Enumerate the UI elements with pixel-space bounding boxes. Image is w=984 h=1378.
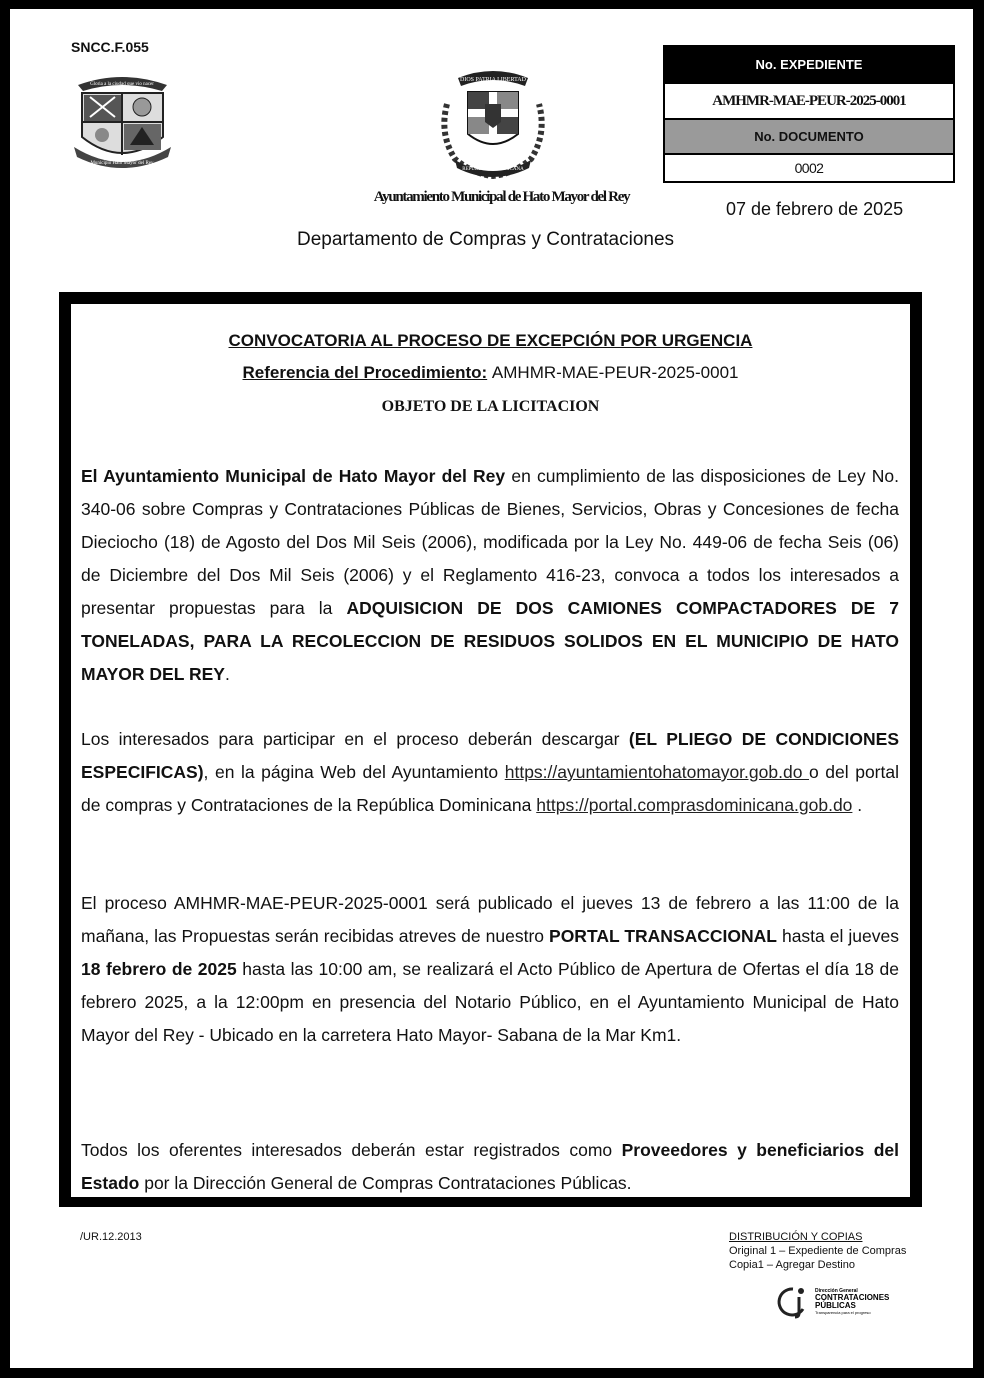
document-date: 07 de febrero de 2025: [726, 199, 904, 219]
p3-a: El proceso AMHMR-MAE-PEUR-2025-0001 será publicado el jueves 13 de febrero a las 11:00 de la mañana, las Propuestas serán recibidas atreves de nuestro: [81, 893, 899, 946]
distribution-line-1: Original 1 – Expediente de Compras: [729, 1245, 907, 1257]
p1-bold2: ADQUISICION DE DOS CAMIONES COMPACTADORES DE 7 TONELADAS, PARA LA RECOLECCION DE RESIDUOS SOLIDOS EN EL MUNICIPIO DE HATO MAYOR DEL REY: [81, 598, 899, 684]
p4-a: Todos los oferentes interesados deberán estar registrados como: [81, 1140, 622, 1160]
reference-value: AMHMR-MAE-PEUR-2025-0001: [491, 363, 739, 382]
distribution-title: DISTRIBUCIÓN Y COPIAS: [729, 1231, 863, 1243]
title-text: CONVOCATORIA AL PROCESO DE EXCEPCIÓN POR URGENCIA: [228, 331, 753, 350]
expediente-value: AMHMR-MAE-PEUR-2025-0001: [665, 84, 953, 120]
p2-bold: (EL PLIEGO DE CONDICIONES ESPECIFICAS): [81, 729, 899, 782]
distribution-line-2: Copia1 – Agregar Destino: [729, 1259, 855, 1271]
p4-bold: Proveedores y beneficiarios del Estado: [81, 1140, 899, 1193]
p3-b: hasta el jueves: [776, 926, 899, 946]
organization-name: Ayuntamiento Municipal de Hato Mayor del Rey: [373, 189, 630, 205]
paragraph-4: [81, 1134, 899, 1200]
paragraph-2: [81, 723, 899, 822]
p3-c: hasta las 10:00 am, se realizará el Acto Público de Apertura de Ofertas el día 18 de febrero 2025, a la 12:00pm en presencia del Notario Público, en el Ayuntamiento Municipal de Hato Mayor del Rey - Ubicado en la carretera Hato Mayor- Sabana de la Mar Km1.: [81, 959, 900, 1045]
content-body: [71, 304, 910, 1197]
document-page: [10, 9, 973, 1368]
documento-value: 0002: [794, 160, 824, 176]
crest-top-text: Gloria a la ciudad que vio nacer: [90, 82, 154, 87]
shield-motto: DIOS PATRIA LIBERTAD: [460, 77, 526, 83]
crest-bottom-text: Municipio Hato Mayor del Rey: [90, 161, 154, 166]
logo-line-2: CONTRATACIONES: [815, 1293, 890, 1302]
dgcp-logo-icon: [775, 1283, 895, 1319]
paragraph-3: [81, 887, 899, 1052]
municipal-crest-icon: [70, 67, 175, 177]
p3-bold2: 18 febrero de 2025: [81, 959, 237, 979]
reference-line: [71, 363, 910, 383]
department-name: Departamento de Compras y Contrataciones: [297, 229, 675, 250]
p1-text: en cumplimiento de las disposiciones de Ley No. 340-06 sobre Compras y Contrataciones Públicas de Bienes, Servicios, Obras y Concesiones de fecha Dieciocho (18) de Agosto del Dos Mil Seis (2006), modificada por la Ley No. 449-06 de fecha Seis (06) de Diciembre del Dos Mil Seis (2006) y el Reglamento 416-23, convoca a todos los interesados a presentar propuestas para la: [81, 466, 900, 618]
expediente-label: No. EXPEDIENTE: [665, 47, 953, 84]
p4-b: por la Dirección General de Compras Contrataciones Públicas.: [139, 1173, 632, 1193]
form-code: SNCC.F.055: [71, 39, 149, 55]
objeto-heading: OBJETO DE LA LICITACION: [381, 398, 600, 415]
logo-line-3: PÚBLICAS: [815, 1301, 856, 1310]
p1-end: .: [224, 664, 230, 684]
p1-bold: El Ayuntamiento Municipal de Hato Mayor del Rey: [81, 466, 506, 486]
footer-code: /UR.12.2013: [80, 1231, 142, 1243]
p3-bold1: PORTAL TRANSACCIONAL: [549, 926, 777, 946]
paragraph-1: [81, 460, 899, 691]
portal-compras-link[interactable]: https://portal.comprasdominicana.gob.do: [536, 795, 853, 815]
p2-a: Los interesados para participar en el proceso deberán descargar: [81, 729, 629, 749]
expediente-table: [663, 45, 955, 183]
distribution-block: [729, 1230, 906, 1272]
p2-d: .: [852, 795, 863, 815]
documento-label: No. DOCUMENTO: [665, 120, 953, 155]
p2-b: , en la página Web del Ayuntamiento: [203, 762, 505, 782]
shield-ribbon-text: REPÚBLICA DOMINICANA: [462, 167, 524, 172]
logo-line-1: Dirección General: [815, 1288, 858, 1294]
national-shield-icon: [433, 64, 553, 184]
p2-c: o del portal de compras y Contrataciones de la República Dominicana: [81, 762, 899, 815]
content-frame: [59, 292, 922, 1207]
convocatoria-title: [71, 331, 910, 351]
ayuntamiento-link[interactable]: https://ayuntamientohatomayor.gob.do: [504, 762, 809, 782]
logo-line-4: Transparencia para el progreso: [815, 1310, 871, 1315]
reference-label: Referencia del Procedimiento:: [242, 363, 488, 382]
